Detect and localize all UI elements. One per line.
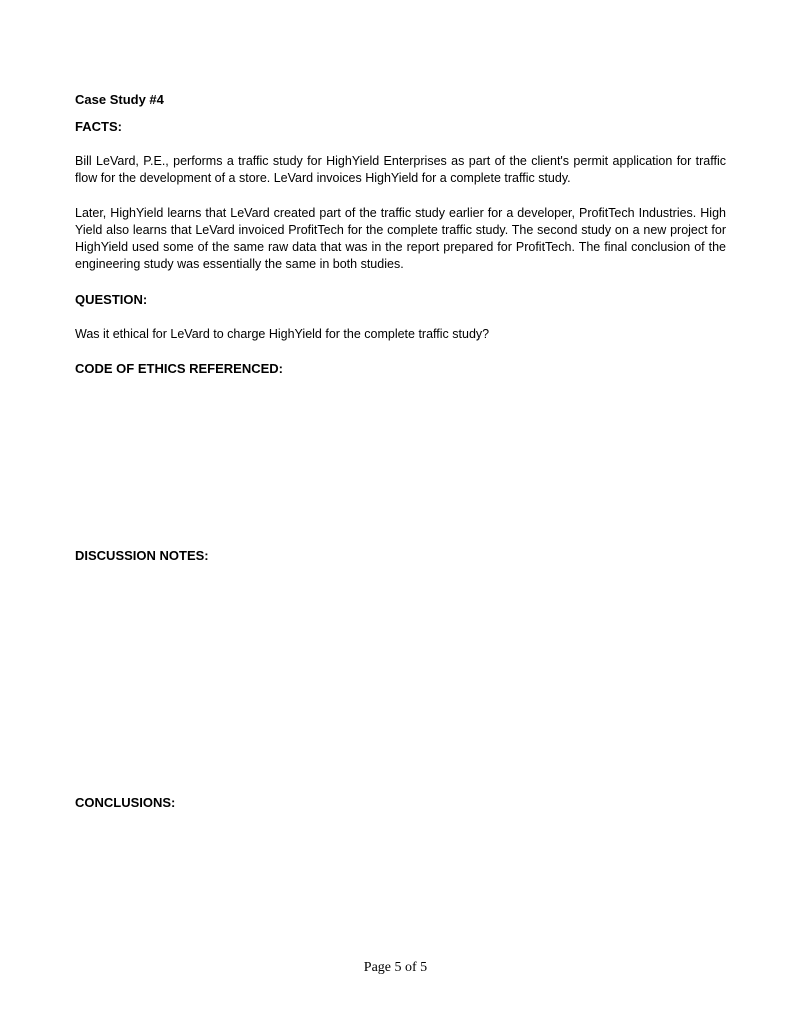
- document-content: [75, 91, 726, 377]
- case-study-title: Case Study #4: [75, 92, 164, 107]
- code-of-ethics-heading: CODE OF ETHICS REFERENCED:: [75, 361, 284, 376]
- page-number: Page 5 of 5: [363, 960, 428, 975]
- facts-paragraph: Later, HighYield learns that LeVard created part of the traffic study earlier for a developer, ProfitTech Industries. High Yield also learns that LeVard invoiced ProfitTech for the complete traffic study. The second study on a new project for HighYield used some of the same raw data that was in the report prepared for ProfitTech. The final conclusion of the engineering study was essentially the same in both studies.: [75, 206, 726, 271]
- discussion-notes-heading: DISCUSSION NOTES:: [75, 548, 209, 563]
- question-text: Was it ethical for LeVard to charge HighYield for the complete traffic study?: [75, 327, 490, 341]
- conclusions-heading: CONCLUSIONS:: [75, 795, 176, 810]
- facts-paragraph: Bill LeVard, P.E., performs a traffic study for HighYield Enterprises as part of the client's permit application for traffic flow for the development of a store. LeVard invoices HighYield for a complete traffic study.: [75, 154, 726, 185]
- question-heading: QUESTION:: [75, 292, 148, 307]
- facts-heading: FACTS:: [75, 119, 122, 134]
